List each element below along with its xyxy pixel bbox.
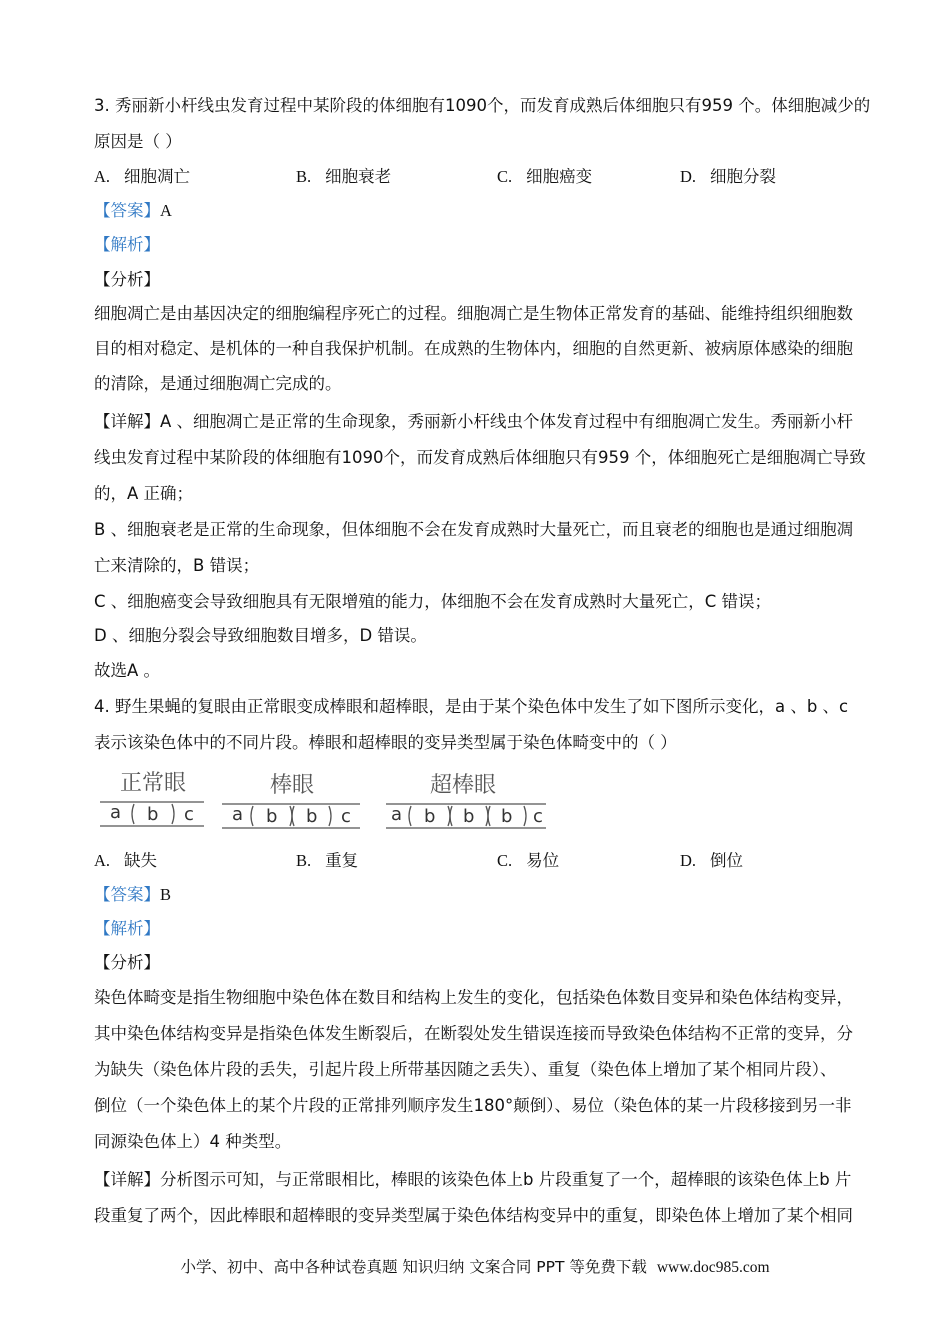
segment-label: b [266, 806, 278, 827]
q3-fenxi-line: 目的相对稳定、是机体的一种自我保护机制。在成熟的生物体内，细胞的自然更新、被病原体感染的细胞 [94, 339, 853, 358]
q3-answer: 【答案】A [94, 201, 172, 220]
bar-eye-label: 棒眼 [270, 773, 315, 798]
q3-analysis-label: 【解析】 [94, 235, 160, 254]
q4-fenxi-label: 【分析】 [94, 953, 160, 972]
page-footer [0, 1255, 950, 1277]
q4-option-b: B. 重复 [296, 851, 359, 870]
q3-stem-line-2: 原因是（ ） [94, 132, 182, 151]
q3-option-c: C. 细胞癌变 [497, 167, 593, 186]
q4-analysis-label: 【解析】 [94, 919, 160, 938]
segment-label: b [463, 806, 475, 827]
segment-label: c [184, 804, 194, 825]
q4-stem-line-1: 4. 野生果蝇的复眼由正常眼变成棒眼和超棒眼，是由于某个染色体中发生了如下图所示变化，a 、b 、c [94, 697, 849, 716]
q3-option-a: A. 细胞凋亡 [94, 167, 191, 186]
q4-fenxi-line: 染色体畸变是指生物细胞中染色体在数目和结构上发生的变化，包括染色体数目变异和染色体结构变异， [94, 988, 853, 1007]
q3-fenxi-label: 【分析】 [94, 270, 160, 289]
segment-label: b [306, 806, 318, 827]
q4-fenxi-line: 为缺失（染色体片段的丢失，引起片段上所带基因随之丢失）、重复（染色体上增加了某个相同片段）、 [94, 1060, 837, 1079]
segment-label: a [110, 802, 122, 823]
segment-label: a [232, 804, 244, 825]
q4-detail-line: 【详解】分析图示可知，与正常眼相比，棒眼的该染色体上b 片段重复了一个，超棒眼的该染色体上b 片 [94, 1170, 852, 1189]
segment-label: c [341, 806, 351, 827]
q3-detail-line: C 、细胞癌变会导致细胞具有无限增殖的能力，体细胞不会在发育成熟时大量死亡，C 错误； [94, 592, 772, 611]
chromosome-diagram [98, 766, 558, 834]
segment-label: c [533, 806, 543, 827]
q4-answer: 【答案】B [94, 885, 172, 904]
segment-label: b [501, 806, 513, 827]
q3-stem-line-1: 3. 秀丽新小杆线虫发育过程中某阶段的体细胞有1090个，而发育成熟后体细胞只有959 个。体细胞减少的 [94, 96, 871, 115]
q3-detail-line: B 、细胞衰老是正常的生命现象，但体细胞不会在发育成熟时大量死亡，而且衰老的细胞也是通过细胞凋 [94, 520, 854, 539]
segment-label: a [391, 804, 403, 825]
q3-detail-line: 亡来清除的，B 错误； [94, 556, 260, 575]
q4-detail-line: 段重复了两个，因此棒眼和超棒眼的变异类型属于染色体结构变异中的重复，即染色体上增加了某个相同 [94, 1206, 853, 1225]
q3-option-d: D. 细胞分裂 [680, 167, 777, 186]
q4-option-a: A. 缺失 [94, 851, 158, 870]
footer-text: 小学、初中、高中各种试卷真题 知识归纳 文案合同 PPT 等免费下载 [180, 1258, 647, 1276]
segment-label: b [147, 804, 159, 825]
q3-fenxi-line: 细胞凋亡是由基因决定的细胞编程序死亡的过程。细胞凋亡是生物体正常发育的基础、能维持组织细胞数 [94, 304, 853, 323]
normal-eye-label: 正常眼 [120, 771, 187, 796]
q3-detail-line: 的，A 正确； [94, 484, 194, 503]
q4-stem-line-2: 表示该染色体中的不同片段。棒眼和超棒眼的变异类型属于染色体畸变中的（ ） [94, 733, 677, 752]
segment-label: b [424, 806, 436, 827]
q3-option-b: B. 细胞衰老 [296, 167, 392, 186]
q3-detail-line: 【详解】A 、细胞凋亡是正常的生命现象，秀丽新小杆线虫个体发育过程中有细胞凋亡发生。秀丽新小杆 [94, 412, 854, 431]
superbar-eye-label: 超棒眼 [430, 773, 497, 798]
footer-url[interactable]: www.doc985.com [656, 1259, 770, 1276]
q4-option-d: D. 倒位 [680, 851, 744, 870]
q4-fenxi-line: 其中染色体结构变异是指染色体发生断裂后，在断裂处发生错误连接而导致染色体结构不正常的变异，分 [94, 1024, 853, 1043]
q4-fenxi-line: 同源染色体上）4 种类型。 [94, 1132, 292, 1151]
q3-detail-line: 故选A 。 [94, 661, 161, 680]
q4-fenxi-line: 倒位（一个染色体上的某个片段的正常排列顺序发生180°颠倒）、易位（染色体的某一片段移接到另一非 [94, 1096, 852, 1115]
q3-detail-line: D 、细胞分裂会导致细胞数目增多，D 错误。 [94, 626, 427, 645]
q4-option-c: C. 易位 [497, 851, 560, 870]
q3-detail-line: 线虫发育过程中某阶段的体细胞有1090个，而发育成熟后体细胞只有959 个，体细胞死亡是细胞凋亡导致 [94, 448, 866, 467]
q3-fenxi-line: 的清除，是通过细胞凋亡完成的。 [94, 374, 342, 393]
